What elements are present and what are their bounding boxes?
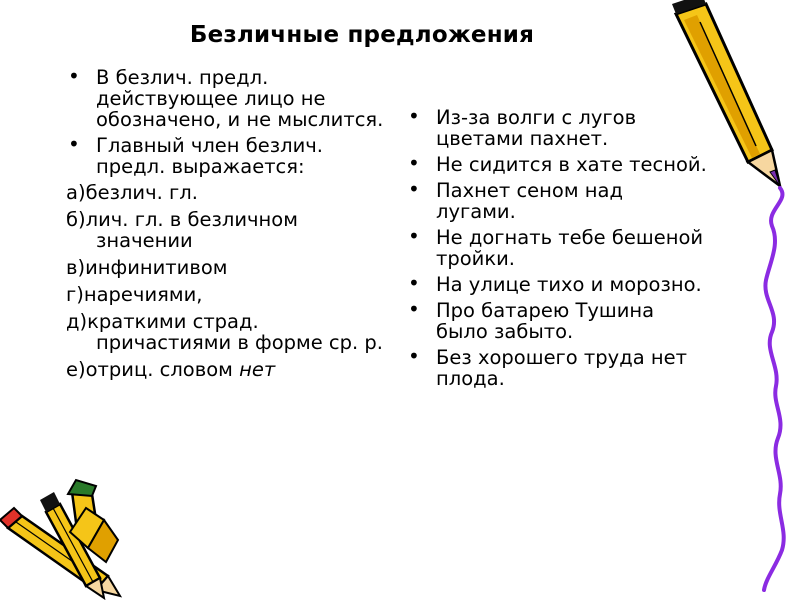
bullet-icon: • [408, 271, 420, 295]
bullet-text: Главный член безлич. предл. выражается: [96, 134, 323, 178]
bullet-icon: • [408, 151, 420, 175]
list-text: лич. гл. в безличном значении [85, 208, 298, 252]
example-text: Из-за волги с лугов цветами пахнет. [436, 106, 637, 150]
list-text: безлич. гл. [85, 181, 198, 204]
example-text: Без хорошего труда нет плода. [436, 346, 687, 390]
bullet-icon: • [408, 344, 420, 368]
bullet-icon: • [408, 177, 420, 201]
bullet-icon: • [68, 132, 80, 156]
slide-title: Безличные предложения [189, 22, 535, 48]
example-text: Пахнет сеном над лугами. [436, 179, 623, 223]
example-text: Про батарею Тушина было забыто. [436, 299, 655, 343]
bullet-icon: • [408, 104, 420, 128]
squiggle-line [764, 188, 784, 590]
list-marker: в) [66, 256, 86, 279]
list-text: наречиями, [83, 283, 203, 306]
bullet-text: В безлич. предл. действующее лицо не обозначено, и не мыслится. [96, 66, 384, 131]
example-text: Не сидится в хате тесной. [436, 153, 707, 176]
crossed-pencils-icon [0, 480, 120, 598]
list-marker: а) [66, 181, 86, 204]
list-text: отриц. словом [85, 358, 240, 381]
list-emphasis: нет [239, 358, 276, 381]
list-marker: е) [66, 358, 86, 381]
list-text: инфинитивом [85, 256, 228, 279]
bullet-icon: • [68, 64, 80, 88]
bullet-icon: • [408, 224, 420, 248]
list-marker: б) [66, 208, 86, 231]
list-marker: д) [66, 310, 88, 333]
list-marker: г) [66, 283, 84, 306]
pencil-icon [672, 0, 780, 186]
bullet-icon: • [408, 297, 420, 321]
example-text: На улице тихо и морозно. [436, 273, 702, 296]
example-text: Не догнать тебе бешеной тройки. [436, 226, 704, 270]
list-text: краткими страд. причастиями в форме ср. р. [87, 310, 383, 354]
